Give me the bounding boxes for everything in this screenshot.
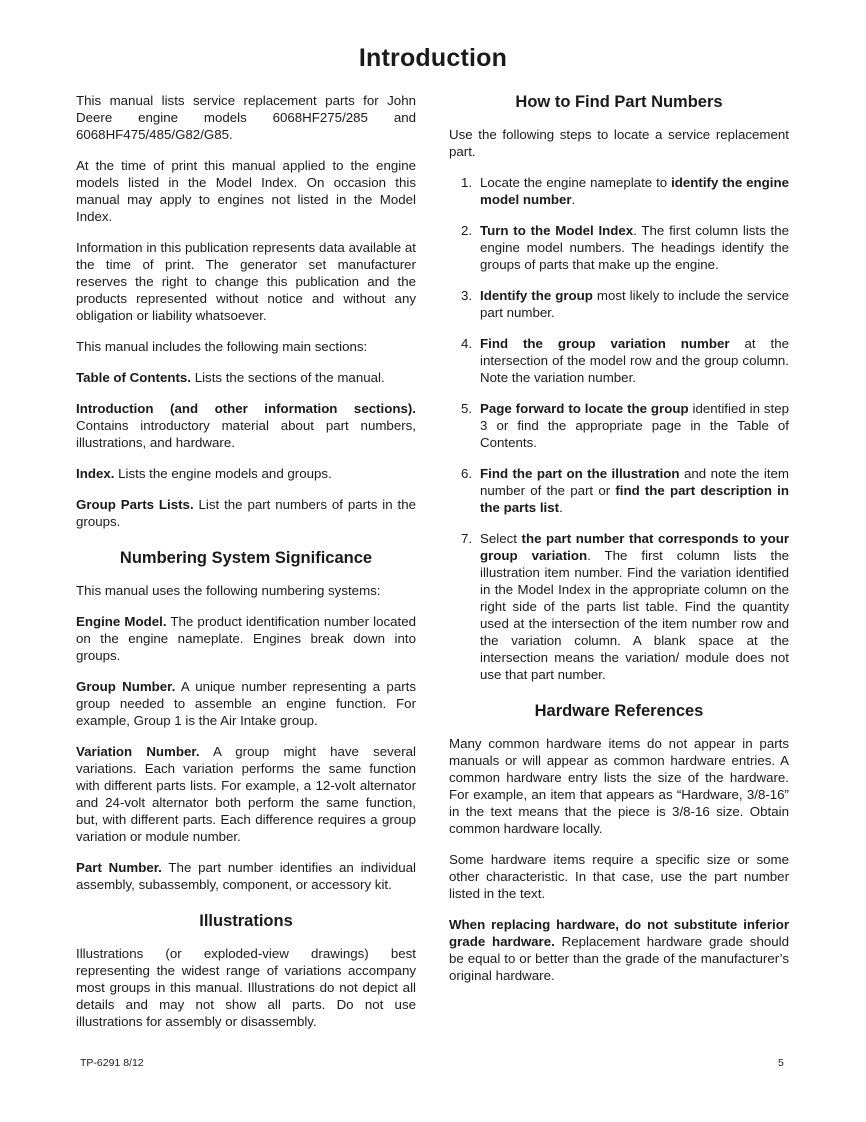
step-item: 3. Identify the group most likely to include the service part number. xyxy=(461,288,789,320)
footer-page-number: 5 xyxy=(778,1057,784,1069)
hardware-paragraph: Some hardware items require a specific size or some other characteristic. In that case, use the part number listed in the text. xyxy=(449,852,789,901)
step-item: 5. Page forward to locate the group identified in step 3 or find the appropriate page in the Table of Contents. xyxy=(461,401,789,450)
page-title: Introduction xyxy=(358,44,508,72)
hardware-heading: Hardware References xyxy=(534,702,704,720)
numbering-desc: A unique number representing a parts group needed to assemble an engine function. For example, Group 1 is the Air Intake group. xyxy=(76,679,416,728)
section-entry-introduction xyxy=(76,400,416,451)
numbering-entry-group-number xyxy=(76,678,416,729)
section-desc: List the part numbers of parts in the groups. xyxy=(76,497,416,529)
section-entry-index xyxy=(76,465,416,482)
numbering-term: Variation Number. xyxy=(76,744,200,759)
section-term: Introduction (and other information sections). xyxy=(76,401,416,416)
steps-list xyxy=(449,174,789,683)
section-desc: Lists the sections of the manual. xyxy=(191,370,385,385)
section-term: Index. xyxy=(76,466,115,481)
numbering-desc: The product identification number located on the engine nameplate. Engines break down into groups. xyxy=(76,614,416,663)
left-column xyxy=(76,92,416,1044)
numbering-entry-part-number xyxy=(76,859,416,893)
intro-paragraph: This manual lists service replacement parts for John Deere engine models 6068HF275/285 and 6068HF475/485/G82/G85. xyxy=(76,93,416,142)
numbering-term: Group Number. xyxy=(76,679,176,694)
intro-paragraph: At the time of print this manual applied to the engine models listed in the Model Index. On occasion this manual may apply to engines not listed in the Model Index. xyxy=(76,158,416,224)
numbering-heading: Numbering System Significance xyxy=(119,549,373,567)
numbering-intro: This manual uses the following numbering systems: xyxy=(76,583,381,598)
step-item: 6. Find the part on the illustration and note the item number of the part or find the part description in the parts list. xyxy=(461,466,789,515)
numbering-desc: The part number identifies an individual assembly, subassembly, component, or accessory kit. xyxy=(76,860,417,892)
numbering-entry-variation-number xyxy=(76,743,416,845)
step-item: 2. Turn to the Model Index. The first column lists the engine model numbers. The headings identify the groups of parts that make up the engine. xyxy=(461,223,789,272)
howto-intro: Use the following steps to locate a service replacement part. xyxy=(449,127,789,159)
intro-paragraph: This manual includes the following main sections: xyxy=(76,339,368,354)
hardware-paragraph: Many common hardware items do not appear in parts manuals or will appear as common hardware entries. A common hardware entry lists the size of the hardware. For example, an item that appears as “Hardware, 3/8-16” in the text means that the piece is 3/8-16 size. Obtain common hardware locally. xyxy=(449,736,789,836)
step-item: 1. Locate the engine nameplate to identify the engine model number. xyxy=(461,175,789,207)
numbering-term: Engine Model. xyxy=(76,614,167,629)
step-item: 7. Select the part number that corresponds to your group variation. The first column lists the illustration item number. Find the variation identified in the Model Index in the appropriate column on the right side of the parts list table. Find the quantity used at the intersection of the item number row and the variation column. A blank space at the intersection means the variation/ module does not use that part number. xyxy=(461,531,790,682)
step-item: 4. Find the group variation number at the intersection of the model row and the group column. Note the variation number. xyxy=(461,336,789,385)
illustrations-heading: Illustrations xyxy=(199,912,293,930)
numbering-term: Part Number. xyxy=(76,860,162,875)
numbering-entry-engine-model xyxy=(76,613,416,664)
footer-doc-id: TP-6291 8/12 xyxy=(80,1057,144,1069)
section-entry-toc xyxy=(76,369,416,386)
numbering-desc: A group might have several variations. Each variation performs the same function with different parts lists. For example, a 12-volt alternator and 24-volt alternator both perform the same function, but, with different parts. Each difference requires a group variation or module number. xyxy=(76,744,416,844)
intro-paragraph: Information in this publication represents data available at the time of print. The generator set manufacturer reserves the right to change this publication and the products represented without notice and without any obligation or liability whatsoever. xyxy=(76,240,416,323)
section-term: Table of Contents. xyxy=(76,370,191,385)
section-entry-group-parts xyxy=(76,496,416,530)
section-desc: Lists the engine models and groups. xyxy=(114,466,332,481)
illustrations-paragraph: Illustrations (or exploded-view drawings) best representing the widest range of variations accompany most groups in this manual. Illustrations do not depict all details and may not show all parts. Do not use illustrations for assembly or disassembly. xyxy=(76,946,416,1029)
section-desc: Contains introductory material about part numbers, illustrations, and hardware. xyxy=(76,418,416,450)
section-term: Group Parts Lists. xyxy=(76,497,194,512)
right-column xyxy=(449,92,789,998)
hardware-warning: When replacing hardware, do not substitute inferior grade hardware. Replacement hardware grade should be equal to or better than the grade of the manufacturer’s original hardware. xyxy=(449,917,789,983)
howto-heading: How to Find Part Numbers xyxy=(515,93,723,111)
